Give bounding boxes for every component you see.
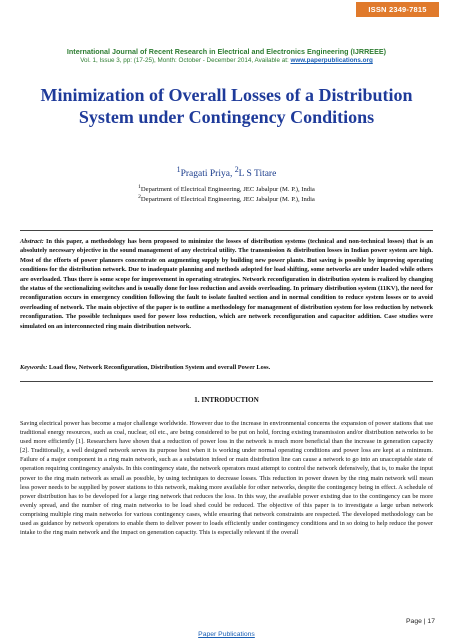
website-link[interactable]: www.paperpublications.org xyxy=(290,57,373,64)
keywords-label: Keywords: xyxy=(20,364,48,371)
author-line xyxy=(0,165,453,179)
author-2-name: L S Titare xyxy=(238,169,277,180)
author-1-name: Pragati Priya, xyxy=(180,169,235,180)
issn-badge: ISSN 2349-7815 xyxy=(356,2,439,17)
volume-info xyxy=(0,57,453,64)
affiliation-1 xyxy=(0,184,453,193)
abstract xyxy=(20,237,433,331)
keywords-text: Load flow, Network Reconfiguration, Distribution System and overall Power Loss. xyxy=(47,364,271,371)
abstract-label: Abstract: xyxy=(20,238,44,245)
page-number: Page | 17 xyxy=(406,618,435,625)
paper-title: Minimization of Overall Losses of a Distribution System under Contingency Conditions xyxy=(40,85,413,127)
publisher-link[interactable]: Paper Publications xyxy=(198,631,255,638)
abstract-text: In this paper, a methodology has been proposed to minimize the losses of distribution systems (technical and non-technical losses) that is an absolutely necessary objective in the sound management of any electrical utility. The transmission & distribution losses in Indian power system are high. Most of the efforts of power planners concentrate on augmenting supply by building new power plants. But saving is possible by improving operating conditions for the distribution network. Due to inadequate planning and methods adopted for load shifting, some networks are under loaded while others are overloaded. Thus there is some scope for improvement in operating strategies. Network reconfiguration in distribution system is realized by changing the status of the sectionalizing switches and is usually done for loss reduction and avoids overloading. In primary distribution system (11KV), the need for reconfiguration occurs in emergency condition following the fault to isolate faulted section and in normal condition to reduce system losses or to avoid overloading of network. The main objective of the paper is to outline a methodology for management of distribution system for loss reduction by network reconfiguration. The possible techniques used for power loss reduction, which are network reconfiguration and capacitor addition. Case studies were simulated on an interconnected ring main distribution network. xyxy=(20,238,433,330)
section-heading: 1. INTRODUCTION xyxy=(194,396,259,404)
intro-text: Saving electrical power has become a major challenge worldwide. However due to the increase in environmental concerns the expansion of power stations that use traditional energy resources, such as coal, nuclear, oil etc., are being considered to be put on hold, forcing existing transmission and/or distribution networks to be used more efficiently [1]. Researchers have shown that a reduction of power loss in the network is much more beneficial than the increase in generation capacity [2]. Traditionally, a well designed network serves its purpose best when it is working under normal operating conditions and power loss are kept at a minimum. Failure of a major component in a ring main network, such as a substation infeed or main distribution line can cause a network to go into an unacceptable state of operation requiring contingency analysis. In this contingency state, the network operators must attempt to control the network defensively, that is, to make the input power to the ring main network as small as possible, by using techniques to decrease losses. This reduction in power drawn by the ring main network will mean less power needs to be supplied by power stations to this network, making more available for other networks, despite the contingency being in effect. A schedule of power distribution has to be developed for a large ring network that reduces the loss. In this way, the available power existing due to the contingency can be more evenly spread, and the number of ring main networks to be load shed could be reduced. The objective of this paper is to investigate a large urban network comprising multiple ring main networks for various contingency cases, while ensuring that network constraints are respected. The developed methodology can be used as guidance by network operators to enable them to deliver power to loads efficiently under contingency conditions and in so doing to help reduce the power intake to the ring main network and the impact on generation capacity. This is especially relevant if the overall xyxy=(20,420,433,537)
affiliation-1-sup: 1 xyxy=(138,184,141,190)
affiliation-2 xyxy=(0,194,453,203)
author-2-sup: 2 xyxy=(234,165,239,174)
divider-top xyxy=(20,230,433,231)
keywords xyxy=(20,364,433,371)
affiliation-2-text: Department of Electrical Engineering, JEC Jabalpur (M. P.), India xyxy=(140,196,315,204)
affiliation-1-text: Department of Electrical Engineering, JEC Jabalpur (M. P.), India xyxy=(140,186,315,194)
volume-text: Vol. 1, Issue 3, pp: (17-25), Month: October - December 2014, Available at: xyxy=(80,57,291,64)
author-1-sup: 1 xyxy=(176,165,181,174)
affiliation-2-sup: 2 xyxy=(138,194,141,200)
divider-bottom xyxy=(20,381,433,382)
journal-name: International Journal of Recent Research in Electrical and Electronics Engineering (IJRREEE) xyxy=(66,47,387,56)
